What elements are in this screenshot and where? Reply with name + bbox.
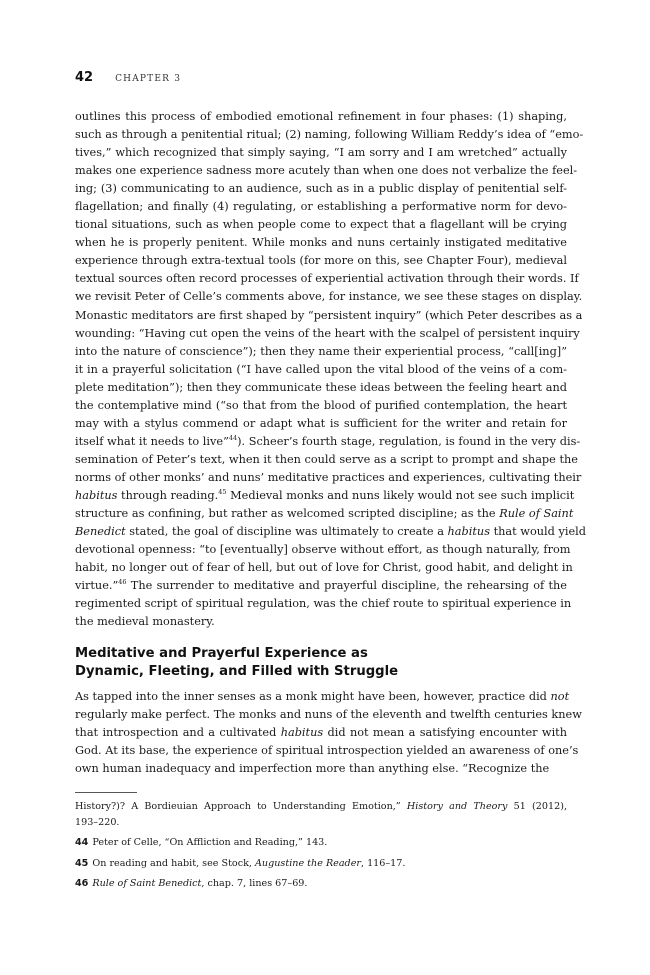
text-run: As tapped into the inner senses as a monk might have been, however, practice did [75,690,551,703]
text-line [75,541,571,559]
text-run: that would yield [490,525,586,539]
text-run: itself what it needs to live” [75,434,229,448]
italic-text: not [550,690,570,703]
text-run: 51 (2012), [507,801,567,812]
text-line [75,415,567,433]
text-run: wounding: “Having cut open the veins of the heart with the scalpel of persistent inquiry [75,326,580,340]
chapter-label: CHAPTER 3 [115,74,182,84]
text-line [75,742,579,760]
section-heading-line: Dynamic, Fleeting, and Filled with Struggle [75,664,399,679]
text-line [75,325,580,343]
text-run: may with a stylus commend or adapt what is sufficient for the writer and retain for [75,416,567,430]
italic-text: History and Theory [406,801,508,812]
text-run: virtue.” [75,579,119,593]
italic-text: habitus [75,488,118,502]
text-line [75,706,582,724]
text-run: textual sources often record processes of experiential activation through their words. If [75,272,579,286]
text-run: we revisit Peter of Celle’s comments above, for instance, we see these stages on display. [75,290,583,304]
italic-text: Rule of Saint Benedict [92,878,202,890]
text-line [75,379,567,397]
text-line [75,180,567,198]
text-run: such as through a penitential ritual; (2) naming, following William Reddy’s idea of “emo- [75,128,584,142]
text-line [75,559,573,577]
text-line [75,724,567,742]
text-run: tives,” which recognized that simply saying, “I am sorry and I am wretched” actually [75,146,567,160]
text-run: God. At its base, the experience of spiritual introspection yielded an awareness of one’s [75,744,579,758]
text-line [75,361,567,379]
text-line [75,126,584,144]
text-run: flagellation; and finally (4) regulating, or establishing a performative norm for devo- [75,200,567,214]
text-run: outlines this process of embodied emotional refinement in four phases: (1) shaping, [75,110,567,123]
footnote-number: 44 [75,837,89,849]
text-line [75,577,567,595]
text-run: into the nature of conscience”); then they name their experiential process, “call[ing]” [75,344,567,358]
text-line [75,162,578,180]
text-run: The surrender to meditative and prayerful discipline, the rehearsing of the [126,579,567,593]
text-run: Medieval monks and nuns likely would not see such implicit [226,488,575,502]
body-paragraph-1 [75,108,586,631]
footnote-number: 45 [75,857,89,869]
italic-text: habitus [280,726,324,740]
text-run: regimented script of spiritual regulation, was the chief route to spiritual experience in [75,597,572,611]
footnote-44 [75,835,567,851]
footnote-45 [75,856,567,872]
text-run: it in a prayerful solicitation (“I have called upon the vital blood of the veins of a com- [75,362,567,376]
text-line [75,252,567,270]
footnote-46 [75,876,567,892]
text-line [75,234,567,252]
text-line [75,487,575,505]
italic-text: Rule of Saint [499,507,574,521]
text-run: experience through extra-textual tools (for more on this, see Chapter Four), medieval [75,254,567,268]
page-number: 42 [75,70,94,85]
italic-text: habitus [447,525,490,539]
text-run: plete meditation”); then they communicate these ideas between the feeling heart and [75,380,567,394]
text-line [75,433,581,451]
text-run: tional situations, such as when people come to expect that a flagellant will be crying [75,218,567,232]
footnote-continuation-line [75,799,567,815]
footnote-continuation-line [75,815,567,831]
text-run: , chap. 7, lines 67–69. [201,878,308,890]
footnotes [75,799,567,897]
text-run: ). Scheer’s fourth stage, regulation, is found in the very dis- [237,434,581,448]
text-run: when he is properly penitent. While monks and nuns certainly instigated meditative [75,236,567,250]
text-line [75,505,574,523]
text-run: norms of other monks’ and nuns’ meditative practices and experiences, cultivating their [75,470,582,484]
section-heading [75,645,567,681]
footnote-number: 46 [75,878,89,890]
text-line [75,451,578,469]
text-line [75,288,583,306]
text-line [75,397,567,415]
text-line [75,523,586,541]
text-run: through reading. [117,488,219,502]
text-run: 193–220. [75,816,120,828]
italic-text: Benedict [75,525,126,539]
text-run: Peter of Celle, “On Affliction and Reading,” 143. [92,837,328,849]
text-line [75,760,567,778]
text-run: devotional openness: “to [eventually] observe without effort, as though naturally, from [75,543,571,557]
text-run: own human inadequacy and imperfection more than anything else. “Recognize the [75,762,550,776]
text-run: the contemplative mind (“so that from the blood of purified contemplation, the heart [75,398,567,412]
text-run: semination of Peter’s text, when it then could serve as a script to prompt and shape the [75,452,578,466]
text-run: stated, the goal of discipline was ultimately to create a [125,525,448,539]
text-line [75,307,583,325]
text-run: makes one experience sadness more acutely than when one does not verbalize the feel- [75,164,578,178]
text-run: , 116–17. [360,857,406,869]
text-run: Monastic meditators are first shaped by “persistent inquiry” (which Peter describes as a [75,308,583,322]
text-line [75,595,572,613]
text-line [75,108,567,126]
text-run: did not mean a satisfying encounter with [323,726,567,740]
running-head [75,70,181,90]
text-line [75,270,579,288]
footnote-ref: 46 [118,578,127,587]
footnote-ref: 44 [228,433,238,442]
text-line [75,469,582,487]
italic-text: Augustine the Reader [255,857,361,869]
text-run: ing; (3) communicating to an audience, such as in a public display of penitential self- [75,182,567,196]
text-line [75,144,567,162]
text-line [75,343,567,361]
text-run: regularly make perfect. The monks and nuns of the eleventh and twelfth centuries knew [75,708,582,722]
text-run: History?)? A Bordieuian Approach to Understanding Emotion,” [75,801,407,812]
text-run: the medieval monastery. [75,615,215,629]
section-heading-line: Meditative and Prayerful Experience as [75,646,368,661]
text-run: structure as confining, but rather as welcomed scripted discipline; as the [75,507,500,521]
footnote-separator [75,792,137,793]
text-line [75,613,567,631]
text-line [75,216,567,234]
footnote-ref: 45 [218,487,227,496]
text-run: that introspection and a cultivated [75,726,281,740]
body-paragraph-2 [75,688,582,778]
text-run: habit, no longer out of fear of hell, but out of love for Christ, good habit, and delight in [75,561,573,575]
text-run: On reading and habit, see Stock, [92,857,255,869]
text-line [75,688,570,706]
text-line [75,198,567,216]
